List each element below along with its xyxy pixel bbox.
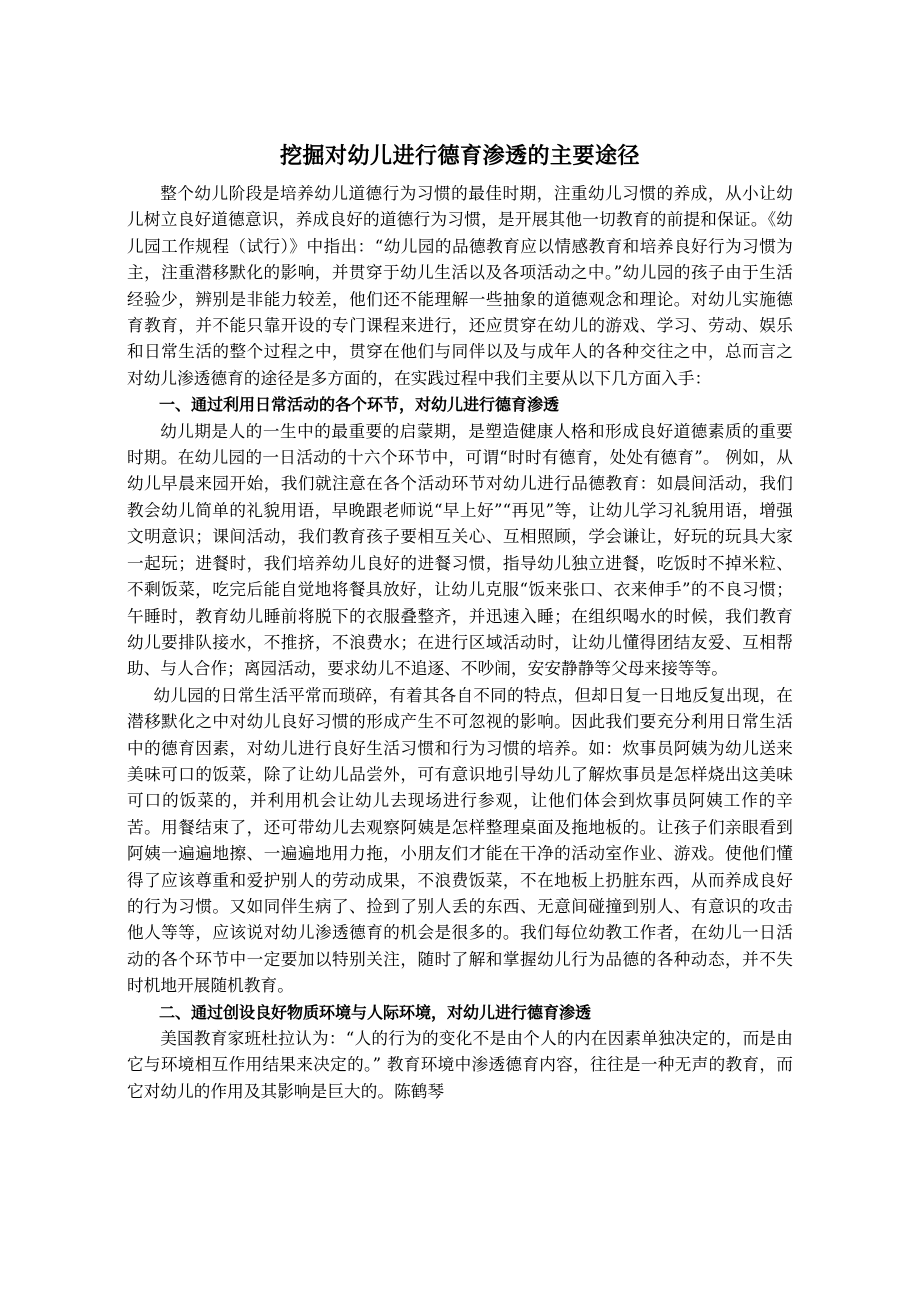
section-2-paragraph-1: 美国教育家班杜拉认为：“人的行为的变化不是由个人的内在因素单独决定的，而是由它与环境相互作用结果来决定的。” 教育环境中渗透德育内容，往往是一种无声的教育，而它对幼儿的作用及其影响是巨大的。陈鹤琴 [127,1029,793,1101]
section-1-heading: 一、通过利用日常活动的各个环节，对幼儿进行德育渗透 [159,395,560,415]
intro-paragraph: 整个幼儿阶段是培养幼儿道德行为习惯的最佳时期，注重幼儿习惯的养成，从小让幼儿树立良好道德意识，养成良好的道德行为习惯，是开展其他一切教育的前提和保证。《幼儿园工作规程（试行）》中指出：“幼儿园的品德教育应以情感教育和培养良好行为习惯为主，注重潜移默化的影响，并贯穿于幼儿生活以及各项活动之中。”幼儿园的孩子由于生活经验少，辨别是非能力较差，他们还不能理解一些抽象的道德观念和理论。对幼儿实施德育教育，并不能只靠开设的专门课程来进行，还应贯穿在幼儿的游戏、学习、劳动、娱乐和日常生活的整个过程之中，贯穿在他们与同伴以及与成年人的各种交往之中，总而言之对幼儿渗透德育的途径是多方面的，在实践过程中我们主要从以下几方面入手： [127,184,793,388]
section-1-paragraph-2: 幼儿园的日常生活平常而琐碎，有着其各自不同的特点，但却日复一日地反复出现，在潜移默化之中对幼儿良好习惯的形成产生不可忽视的影响。因此我们要充分利用日常生活中的德育因素，对幼儿进行良好生活习惯和行为习惯的培养。如：炊事员阿姨为幼儿送来美味可口的饭菜，除了让幼儿品尝外，可有意识地引导幼儿了解炊事员是怎样烧出这美味可口的饭菜的，并利用机会让幼儿去现场进行参观，让他们体会到炊事员阿姨工作的辛苦。用餐结束了，还可带幼儿去观察阿姨是怎样整理桌面及拖地板的。让孩子们亲眼看到阿姨一遍遍地擦、一遍遍地用力拖，小朋友们才能在干净的活动室作业、游戏。使他们懂得了应该尊重和爱护别人的劳动成果，不浪费饭菜，不在地板上扔脏东西，从而养成良好的行为习惯。又如同伴生病了、捡到了别人丢的东西、无意间碰撞到别人、有意识的攻击他人等等，应该说对幼儿渗透德育的机会是很多的。我们每位幼教工作者，在幼儿一日活动的各个环节中一定要加以特别关注，随时了解和掌握幼儿行为品德的各种动态，并不失时机地开展随机教育。 [127,685,793,996]
section-1-paragraph-1: 幼儿期是人的一生中的最重要的启蒙期，是塑造健康人格和形成良好道德素质的重要时期。在幼儿园的一日活动的十六个环节中，可谓“时时有德育，处处有德育”。 例如，从幼儿早晨来园开始，我们就注意在各个活动环节对幼儿进行品德教育：如晨间活动，我们教会幼儿简单的礼貌用语，早晚跟老师说“早上好”“再见”等，让幼儿学习礼貌用语，增强文明意识；课间活动，我们教育孩子要相互关心、互相照顾，学会谦让，好玩的玩具大家一起玩；进餐时，我们培养幼儿良好的进餐习惯，指导幼儿独立进餐，吃饭时不掉米粒、不剩饭菜，吃完后能自觉地将餐具放好，让幼儿克服“饭来张口、衣来伸手”的不良习惯；午睡时，教育幼儿睡前将脱下的衣服叠整齐，并迅速入睡；在组织喝水的时候，我们教育幼儿要排队接水，不推挤，不浪费水；在进行区域活动时，让幼儿懂得团结友爱、互相帮助、与人合作；离园活动，要求幼儿不追逐、不吵闹，安安静静等父母来接等等。 [127,421,793,679]
document-title: 挖掘对幼儿进行德育渗透的主要途径 [279,144,640,169]
section-2-heading: 二、通过创设良好物质环境与人际环境，对幼儿进行德育渗透 [159,1002,592,1022]
document-body [127,137,793,1105]
